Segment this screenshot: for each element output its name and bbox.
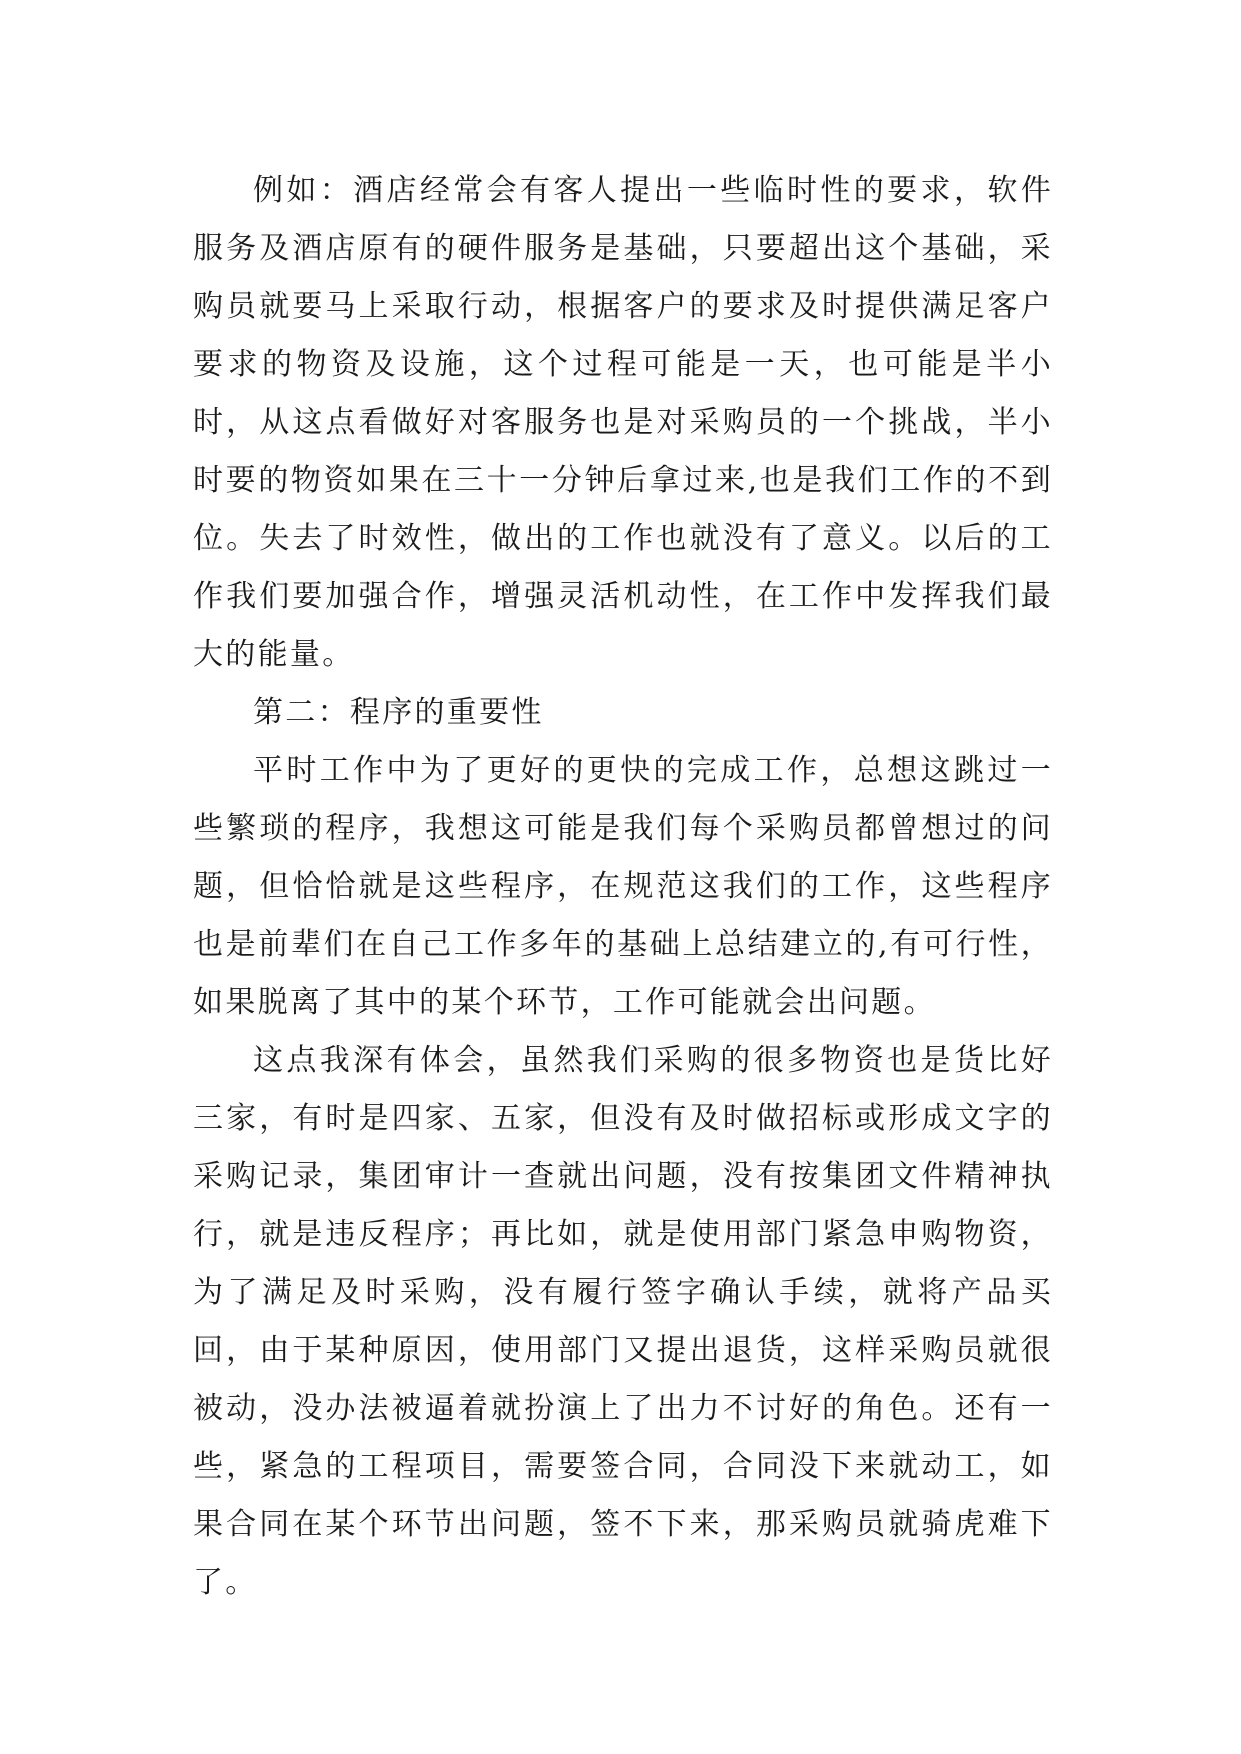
document-body <box>193 162 1053 1612</box>
paragraph-example: 例如：酒店经常会有客人提出一些临时性的要求，软件服务及酒店原有的硬件服务是基础，只要超出这个基础，采购员就要马上采取行动，根据客户的要求及时提供满足客户要求的物资及设施，这个过程可能是一天，也可能是半小时，从这点看做好对客服务也是对采购员的一个挑战，半小时要的物资如果在三十一分钟后拿过来,也是我们工作的不到位。失去了时效性，做出的工作也就没有了意义。以后的工作我们要加强合作，增强灵活机动性，在工作中发挥我们最大的能量。 <box>193 173 1053 672</box>
paragraph-procedure: 平时工作中为了更好的更快的完成工作，总想这跳过一些繁琐的程序，我想这可能是我们每个采购员都曾想过的问题，但恰恰就是这些程序，在规范这我们的工作，这些程序也是前辈们在自己工作多年的基础上总结建立的,有可行性，如果脱离了其中的某个环节，工作可能就会出问题。 <box>193 753 1053 1020</box>
section-heading-second: 第二：程序的重要性 <box>253 695 544 730</box>
paragraph-experience: 这点我深有体会，虽然我们采购的很多物资也是货比好三家，有时是四家、五家，但没有及时做招标或形成文字的采购记录，集团审计一查就出问题，没有按集团文件精神执行，就是违反程序；再比如，就是使用部门紧急申购物资，为了满足及时采购，没有履行签字确认手续，就将产品买回，由于某种原因，使用部门又提出退货，这样采购员就很被动，没办法被逼着就扮演上了出力不讨好的角色。还有一些，紧急的工程项目，需要签合同，合同没下来就动工，如果合同在某个环节出问题，签不下来，那采购员就骑虎难下了。 <box>193 1043 1053 1600</box>
